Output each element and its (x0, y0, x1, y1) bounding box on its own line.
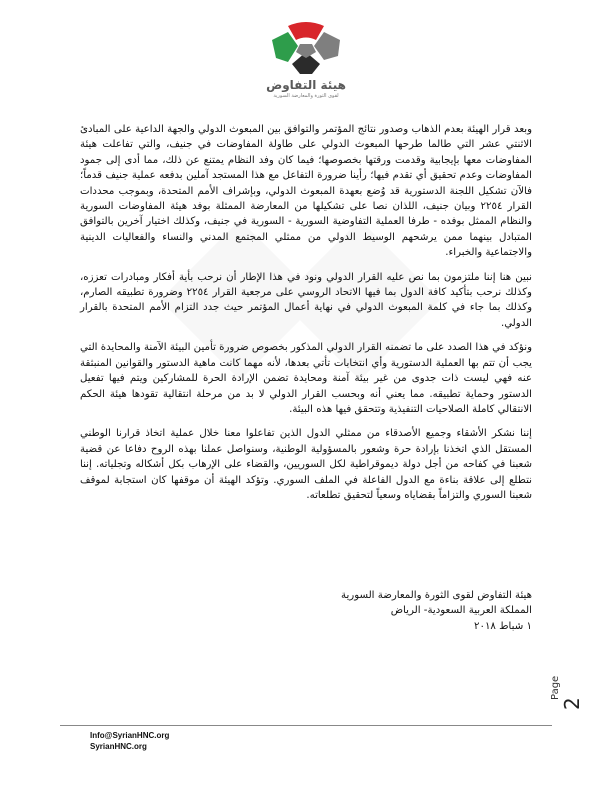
hnc-emblem-icon (258, 18, 354, 80)
logo-title: هيئة التفاوض (266, 78, 346, 92)
signature-block (232, 588, 532, 634)
footer-email[interactable]: Info@SyrianHNC.org (90, 731, 170, 740)
paragraph: نبين هنا إننا ملتزمون بما نص عليه القرار الدولي ونود في هذا الإطار أن نرحب بأية أفكار ومبادرات تعززه، وكذلك نرحب بتأكيد كافة الدول بما فيها الاتحاد الروسي على مرجعية القرار ٢٢٥٤ وضرورة تطبيقه الصارم، وكذلك بما جاء في كلمة المبعوث الدولي في نهاية أعمال المؤتمر حيث جدد التزام الأمم المتحدة بالقرار الدولي. (80, 271, 532, 329)
footer-divider (60, 725, 552, 726)
page-number: 2 (560, 697, 584, 710)
footer-contact (90, 730, 290, 752)
signature-place: المملكة العربية السعودية- الرياض (390, 605, 532, 617)
letter-body (80, 122, 532, 512)
footer-website[interactable]: SyrianHNC.org (90, 742, 147, 751)
logo-subtitle: لقوى الثورة والمعارضة السورية (273, 93, 339, 99)
paragraph: وبعد قرار الهيئة بعدم الذهاب وصدور نتائج المؤتمر والتوافق بين المبعوث الدولي والجهة الداعية على المبادئ الاثنتي عشر التي طالما طرحها المبعوث الدولي على طاولة المفاوضات في جنيف، والتي تفاعلت هيئة المفاوضات معها بإيجابية وقدمت ورقتها بخصوصها؛ فيما كان وفد النظام يمتنع عن ذلك، مما أدى إلى جمود المفاوضات وعدم تحقيق أي تقدم فيها؛ رأينا ضرورة التفاعل مع هذا المستجد آملين بدفعه عملية جنيف قدماً؛ فالآن تشكيل اللجنة الدستورية قد وُضع بعهدة المبعوث الدولي، وبإشراف الأمم المتحدة، وبموجب محددات القرار ٢٢٥٤ وبيان جنيف، اللذان نصا على تشكيلها من المعارضة الممثلة بوفد هيئة المفاوضات السورية والنظام الممثل بوفده - طرفا العملية التفاوضية السورية - السورية في جنيف، وكذلك اختيار آخرين بالتوافق المتبادل بينهما ممن يرشحهم الوسيط الدولي من ممثلي المجتمع المدني والنساء والفعاليات الدينية والاجتماعية والخبراء. (80, 124, 532, 259)
signature-date: ١ شباط ٢٠١٨ (474, 620, 532, 632)
paragraph: إننا نشكر الأشقاء وجميع الأصدقاء من ممثلي الدول الذين تفاعلوا معنا خلال عملية اتخاذ قرارنا الوطني المستقل الذي اتخذنا بإرادة حرة وشعور بالمسؤولية الوطنية، وسنواصل عملنا بهذه الروح دفاعا عن قضية شعبنا في كفاحه من أجل دولة ديموقراطية لكل السوريين، والقضاء على الإرهاب بكل أشكاله وتجلياته. إننا نتطلع إلى علاقة بناءة مع الدول الفاعلة في الملف السوري. وتؤكد الهيئة أن موقفها كان استجابة لموقف شعبنا السوري والتزاماً بقضاياه وسعياً لتحقيق تطلعاته. (80, 428, 532, 501)
page-label: Page (550, 675, 561, 700)
hnc-logo (258, 18, 354, 108)
signature-org: هيئة التفاوض لقوى الثورة والمعارضة السورية (341, 590, 532, 601)
paragraph: ونؤكد في هذا الصدد على ما تضمنه القرار الدولي المذكور بخصوص ضرورة تأمين البيئة الآمنة والمحايدة التي يجب أن تتم بها العملية الدستورية وأي انتخابات تأتي بعدها، لأنه مهما كانت ماهية الدستور والقوانين المنبثقة عنه فهي ليست ذات جدوى من غير بيئة آمنة ومحايدة تضمن الإرادة الحرة للمشاركين ويتم فيها تفعيل الدستور وحماية تطبيقه. مما يعني أنه وبحسب القرار الدولي لا بد من مرحلة انتقالية تقودها هيئة الحكم الانتقالي كاملة الصلاحيات التنفيذية وتتحقق فيها هذه البيئة. (80, 342, 532, 415)
